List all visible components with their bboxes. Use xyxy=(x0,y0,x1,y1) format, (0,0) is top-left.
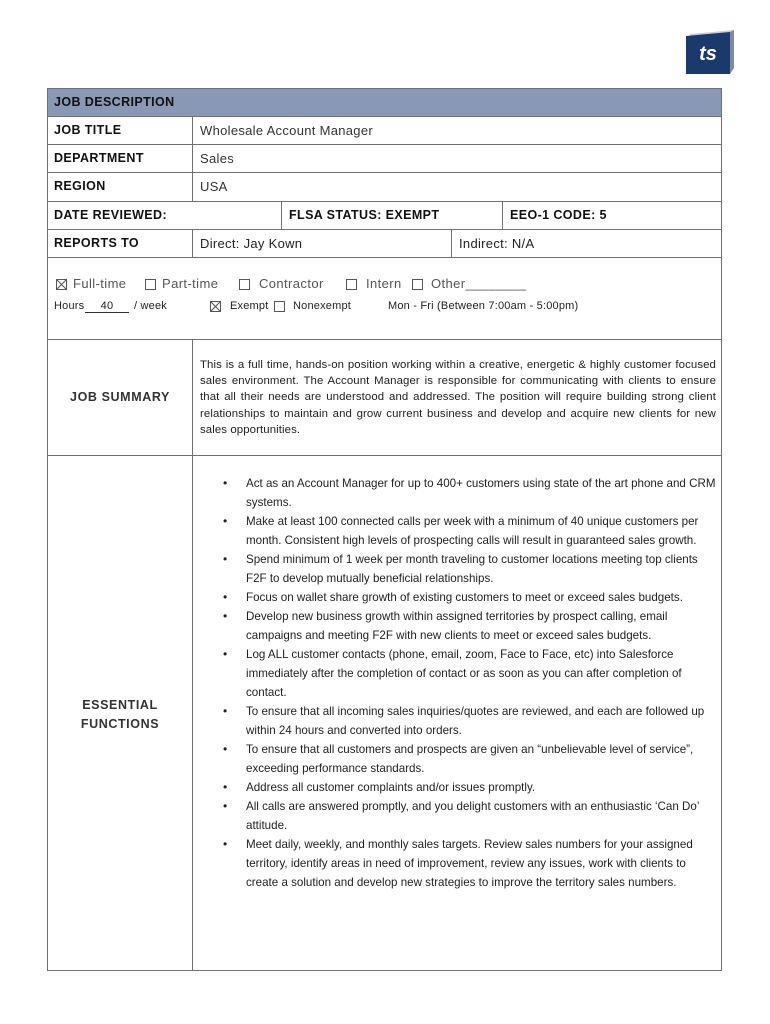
other-label: Other________ xyxy=(431,276,527,291)
function-item: • Focus on wallet share growth of existing customers to meet or exceed sales budgets. xyxy=(208,588,716,607)
department-value: Sales xyxy=(200,151,235,166)
reports-to-label: REPORTS TO xyxy=(54,236,140,250)
function-item: • Log ALL customer contacts (phone, email, zoom, Face to Face, etc) into Salesforce immediately after the completion of contact or as soon as you can after completion of contact. xyxy=(208,645,716,702)
function-item: • All calls are answered promptly, and you delight customers with an enthusiastic ‘Can Do’ attitude. xyxy=(208,797,716,835)
job-summary-label: JOB SUMMARY xyxy=(70,390,170,404)
nonexempt-checkbox[interactable] xyxy=(274,301,285,312)
flsa-status-label: FLSA STATUS: EXEMPT xyxy=(289,208,440,222)
full-time-checkbox[interactable] xyxy=(56,279,67,290)
intern-label: Intern xyxy=(366,276,402,291)
contractor-checkbox[interactable] xyxy=(239,279,250,290)
date-reviewed-label: DATE REVIEWED: xyxy=(54,208,168,222)
reports-to-indirect: Indirect: N/A xyxy=(459,236,535,251)
contractor-label: Contractor xyxy=(259,276,324,291)
hours-suffix: / week xyxy=(134,300,167,312)
function-item: • To ensure that all customers and prospects are given an “unbelievable level of service”, exceeding performance standards. xyxy=(208,740,716,778)
exempt-label: Exempt xyxy=(230,300,269,312)
exempt-checkbox[interactable] xyxy=(210,301,221,312)
function-item: • Develop new business growth within assigned territories by prospect calling, email campaigns and meeting F2F with new clients to meet or exceed sales budgets. xyxy=(208,607,716,645)
function-item: • Spend minimum of 1 week per month traveling to customer locations meeting top clients F2F to develop mutually beneficial relationships. xyxy=(208,550,716,588)
nonexempt-label: Nonexempt xyxy=(293,300,352,312)
department-label: DEPARTMENT xyxy=(54,151,144,165)
function-item: • To ensure that all incoming sales inquiries/quotes are reviewed, and each are followed up within 24 hours and converted into orders. xyxy=(208,702,716,740)
essential-functions-list xyxy=(208,474,716,892)
region-value: USA xyxy=(200,179,228,194)
eeo-code-label: EEO-1 CODE: 5 xyxy=(510,208,607,222)
full-time-label: Full-time xyxy=(73,276,127,291)
part-time-label: Part-time xyxy=(162,276,219,291)
part-time-checkbox[interactable] xyxy=(145,279,156,290)
function-item: • Act as an Account Manager for up to 400+ customers using state of the art phone and CRM systems. xyxy=(208,474,716,512)
function-item: • Address all customer complaints and/or issues promptly. xyxy=(208,778,716,797)
job-summary-text: This is a full time, hands-on position working within a creative, energetic & highly customer focused sales environment. The Account Manager is responsible for communicating with clients to ensure that all their needs are understood and addressed. The position will require building strong client relationships to maintain and grow current business and develop and acquire new clients for new sales opportunities. xyxy=(200,359,716,436)
other-checkbox[interactable] xyxy=(412,279,423,290)
essential-functions-label xyxy=(48,696,192,734)
hours-value: 40 xyxy=(85,300,129,313)
reports-to-direct: Direct: Jay Kown xyxy=(200,236,303,251)
work-schedule: Mon - Fri (Between 7:00am - 5:00pm) xyxy=(388,300,579,312)
job-title-value: Wholesale Account Manager xyxy=(200,123,373,138)
region-label: REGION xyxy=(54,179,106,193)
company-logo xyxy=(684,28,738,76)
job-title-label: JOB TITLE xyxy=(54,123,122,137)
logo-text: ts xyxy=(699,43,717,65)
header-title: JOB DESCRIPTION xyxy=(54,95,175,109)
intern-checkbox[interactable] xyxy=(346,279,357,290)
hours-prefix: Hours xyxy=(54,300,85,312)
function-item: • Make at least 100 connected calls per week with a minimum of 40 unique customers per month. Consistent high levels of prospecting calls will result in guaranteed sales growth. xyxy=(208,512,716,550)
function-item: • Meet daily, weekly, and monthly sales targets. Review sales numbers for your assigned territory, identify areas in need of improvement, review any issues, work with clients to create a solution and develop new strategies to improve the territory sales numbers. xyxy=(208,835,716,892)
essential-functions-label-line1: ESSENTIAL xyxy=(82,698,158,712)
essential-functions-label-line2: FUNCTIONS xyxy=(80,717,160,731)
